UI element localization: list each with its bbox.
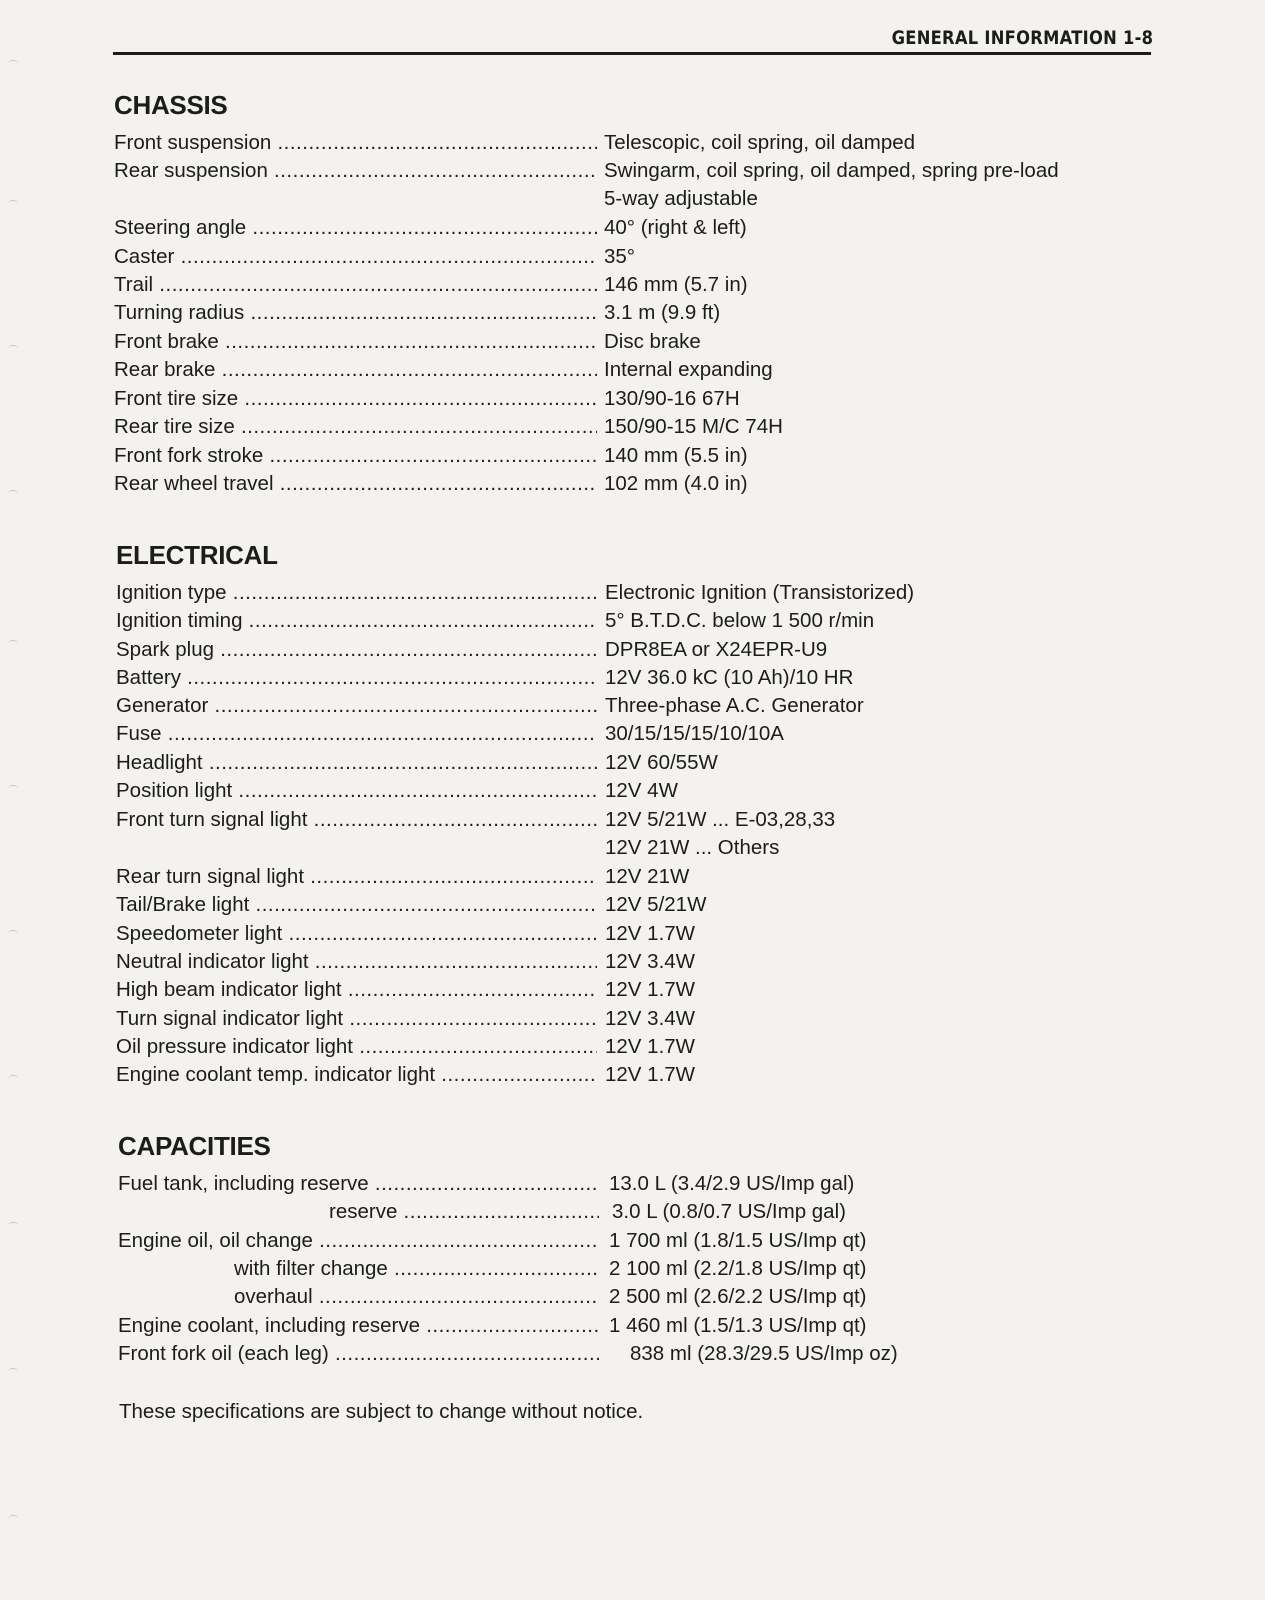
spec-label: Front turn signal light ..... [116, 808, 597, 832]
spec-label: Engine oil, oil change ..... [118, 1229, 599, 1253]
chassis-spec-row [0, 301, 1265, 329]
electrical-spec-row [0, 694, 1265, 722]
spec-value-continuation: 12V 21W ... Others [605, 836, 780, 859]
spec-value: Three-phase A.C. Generator [605, 694, 864, 717]
spec-value: 12V 4W [605, 779, 678, 802]
electrical-spec-row [0, 893, 1265, 921]
electrical-spec-row [0, 1035, 1265, 1063]
spec-label: Front fork stroke ..... [114, 444, 597, 468]
spec-value: 12V 3.4W [605, 950, 696, 973]
capacities-spec-row [0, 1314, 1265, 1342]
spec-label: Ignition type ..... [116, 581, 597, 605]
chassis-spec-row [0, 472, 1265, 500]
chassis-spec-row [0, 216, 1265, 244]
spec-label: Front suspension ..... [114, 131, 597, 155]
spec-label: Trail ..... [114, 273, 597, 297]
spec-label: Battery ..... [116, 666, 597, 690]
spec-label: Rear turn signal light ..... [116, 865, 597, 889]
spec-value: 12V 1.7W [605, 1063, 696, 1086]
spec-label: Fuel tank, including reserve ..... [118, 1172, 599, 1196]
binder-hole-mark [8, 1222, 18, 1229]
binder-hole-mark [8, 60, 18, 67]
spec-label: Headlight ..... [116, 751, 597, 775]
spec-value: 2 100 ml (2.2/1.8 US/Imp qt) [609, 1257, 867, 1280]
capacities-spec-row [0, 1172, 1265, 1200]
spec-value: 13.0 L (3.4/2.9 US/Imp gal) [609, 1172, 855, 1195]
spec-value: 5° B.T.D.C. below 1 500 r/min [605, 609, 875, 632]
spec-label: Fuse ..... [116, 722, 597, 746]
section-title-electrical: ELECTRICAL [116, 540, 278, 570]
chassis-spec-row [0, 159, 1265, 187]
spec-label: Generator ..... [116, 694, 597, 718]
spec-label: Engine coolant, including reserve ..... [118, 1314, 599, 1338]
chassis-spec-row [0, 245, 1265, 273]
capacities-spec-row [0, 1229, 1265, 1257]
chassis-spec-row [0, 444, 1265, 472]
spec-value: 12V 21W [605, 865, 690, 888]
electrical-spec-row [0, 666, 1265, 694]
electrical-spec-row [0, 751, 1265, 779]
chassis-spec-row [0, 131, 1265, 159]
spec-value: 3.0 L (0.8/0.7 US/Imp gal) [612, 1200, 846, 1223]
chassis-spec-row [0, 358, 1265, 386]
section-title-capacities: CAPACITIES [118, 1131, 271, 1161]
electrical-spec-row [0, 609, 1265, 637]
electrical-spec-row [0, 865, 1265, 893]
spec-label: Rear tire size ..... [114, 415, 597, 439]
spec-value: 12V 1.7W [605, 978, 696, 1001]
spec-value: 1 460 ml (1.5/1.3 US/Imp qt) [609, 1314, 867, 1337]
electrical-spec-row [0, 978, 1265, 1006]
spec-label: Turning radius ..... [114, 301, 597, 325]
electrical-spec-row [0, 779, 1265, 807]
spec-value: 12V 60/55W [605, 751, 718, 774]
spec-label: Tail/Brake light ..... [116, 893, 597, 917]
spec-value: 12V 1.7W [605, 1035, 696, 1058]
spec-value: 1 700 ml (1.8/1.5 US/Imp qt) [609, 1229, 867, 1252]
spec-value: 3.1 m (9.9 ft) [604, 301, 721, 324]
capacities-spec-row [0, 1200, 1265, 1228]
spec-value: 12V 5/21W ... E-03,28,33 [605, 808, 836, 831]
binder-hole-mark [8, 930, 18, 937]
spec-value: 12V 5/21W [605, 893, 707, 916]
spec-value: 102 mm (4.0 in) [604, 472, 748, 495]
spec-value: 140 mm (5.5 in) [604, 444, 748, 467]
spec-value: 12V 36.0 kC (10 Ah)/10 HR [605, 666, 854, 689]
electrical-spec-row [0, 1007, 1265, 1035]
electrical-spec-row [0, 581, 1265, 609]
capacities-spec-row [0, 1342, 1265, 1370]
electrical-spec-row [0, 1063, 1265, 1091]
spec-value: 12V 1.7W [605, 922, 696, 945]
spec-value: Disc brake [604, 330, 701, 353]
electrical-spec-row [0, 638, 1265, 666]
footer-note: These specifications are subject to change without notice. [119, 1400, 644, 1423]
binder-hole-mark [8, 200, 18, 207]
spec-label: Rear wheel travel ..... [114, 472, 597, 496]
electrical-spec-row [0, 808, 1265, 836]
spec-value: Telescopic, coil spring, oil damped [604, 131, 916, 154]
spec-value: 35° [604, 245, 636, 268]
spec-label: Rear suspension ..... [114, 159, 597, 183]
spec-value: 2 500 ml (2.6/2.2 US/Imp qt) [609, 1285, 867, 1308]
spec-value: 838 ml (28.3/29.5 US/Imp oz) [630, 1342, 898, 1365]
spec-value: 146 mm (5.7 in) [604, 273, 748, 296]
spec-label: Ignition timing ..... [116, 609, 597, 633]
capacities-spec-row [0, 1257, 1265, 1285]
spec-value: 30/15/15/15/10/10A [605, 722, 784, 745]
spec-value: 40° (right & left) [604, 216, 747, 239]
spec-label: Steering angle ..... [114, 216, 597, 240]
spec-label: Oil pressure indicator light ..... [116, 1035, 597, 1059]
binder-hole-mark [8, 490, 18, 497]
spec-label: Front brake ..... [114, 330, 597, 354]
spec-label: Caster ..... [114, 245, 597, 269]
spec-label: Rear brake ..... [114, 358, 597, 382]
section-title-chassis: CHASSIS [114, 90, 228, 120]
chassis-spec-row [0, 273, 1265, 301]
spec-label: Front tire size ..... [114, 387, 597, 411]
spec-value: 150/90-15 M/C 74H [604, 415, 783, 438]
spec-value: 130/90-16 67H [604, 387, 740, 410]
capacities-spec-row [0, 1285, 1265, 1313]
spec-label: overhaul ..... [234, 1285, 599, 1309]
electrical-spec-row [0, 922, 1265, 950]
electrical-spec-row [0, 722, 1265, 750]
spec-label: Neutral indicator light ..... [116, 950, 597, 974]
page-header-title: GENERAL INFORMATION 1-8 [891, 27, 1153, 49]
spec-label: High beam indicator light ..... [116, 978, 597, 1002]
spec-label: Engine coolant temp. indicator light ..... [116, 1063, 597, 1087]
binder-hole-mark [8, 640, 18, 647]
binder-hole-mark [8, 1515, 18, 1522]
chassis-spec-row [0, 387, 1265, 415]
chassis-spec-row [0, 415, 1265, 443]
spec-label: reserve ..... [329, 1200, 599, 1224]
chassis-spec-row [0, 330, 1265, 358]
spec-label: with filter change ..... [234, 1257, 599, 1281]
spec-value: DPR8EA or X24EPR-U9 [605, 638, 828, 661]
electrical-spec-row [0, 950, 1265, 978]
spec-value: Swingarm, coil spring, oil damped, spring pre-load [604, 159, 1059, 182]
header-rule [113, 52, 1151, 55]
binder-hole-mark [8, 1368, 18, 1375]
spec-label: Turn signal indicator light ..... [116, 1007, 597, 1031]
spec-label: Spark plug ..... [116, 638, 597, 662]
spec-value: Electronic Ignition (Transistorized) [605, 581, 915, 604]
spec-value: Internal expanding [604, 358, 773, 381]
spec-label: Speedometer light ..... [116, 922, 597, 946]
binder-hole-mark [8, 345, 18, 352]
spec-value-continuation: 5-way adjustable [604, 187, 758, 210]
binder-hole-mark [8, 1075, 18, 1082]
spec-label: Front fork oil (each leg) ..... [118, 1342, 599, 1366]
spec-value: 12V 3.4W [605, 1007, 696, 1030]
binder-hole-mark [8, 785, 18, 792]
spec-label: Position light ..... [116, 779, 597, 803]
